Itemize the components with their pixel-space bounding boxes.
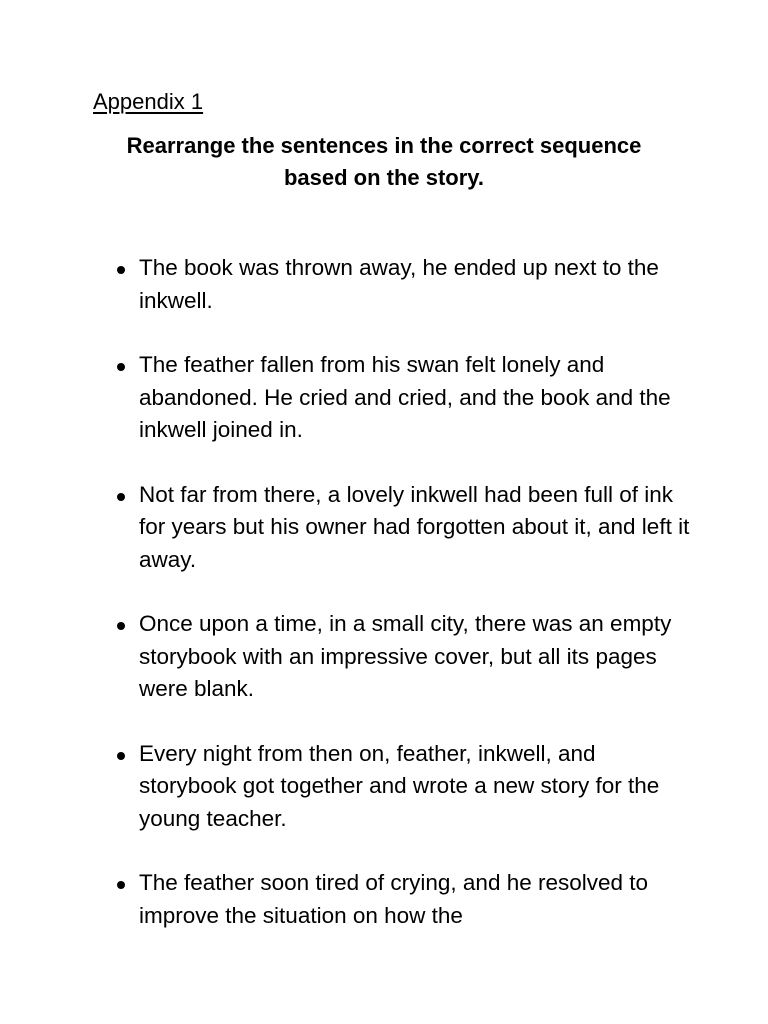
list-item: [0, 608, 768, 706]
instructions-text: Rearrange the sentences in the correct sequence based on the story.: [126, 133, 642, 190]
sentence-list: [0, 252, 768, 964]
bullet-icon: [117, 493, 125, 501]
bullet-icon: [117, 266, 125, 274]
sentence-text: The book was thrown away, he ended up next to the inkwell.: [139, 255, 659, 313]
sentence-text: The feather fallen from his swan felt lonely and abandoned. He cried and cried, and the book and the inkwell joined in.: [139, 352, 671, 442]
sentence-text: The feather soon tired of crying, and he resolved to improve the situation on how the: [139, 870, 649, 928]
bullet-icon: [117, 622, 125, 630]
list-item: [0, 738, 768, 836]
list-item: [0, 867, 768, 932]
appendix-heading: Appendix 1: [93, 89, 204, 114]
bullet-icon: [117, 881, 125, 889]
list-item: [0, 252, 768, 317]
bullet-icon: [117, 363, 125, 371]
sentence-text: Once upon a time, in a small city, there was an empty storybook with an impressive cover, but all its pages were blank.: [139, 611, 672, 701]
list-item: [0, 479, 768, 577]
sentence-text: Every night from then on, feather, inkwell, and storybook got together and wrote a new story for the young teacher.: [139, 740, 660, 831]
list-item: [0, 349, 768, 447]
sentence-text: Not far from there, a lovely inkwell had been full of ink for years but his owner had forgotten about it, and left it away.: [139, 481, 690, 572]
bullet-icon: [117, 752, 125, 760]
